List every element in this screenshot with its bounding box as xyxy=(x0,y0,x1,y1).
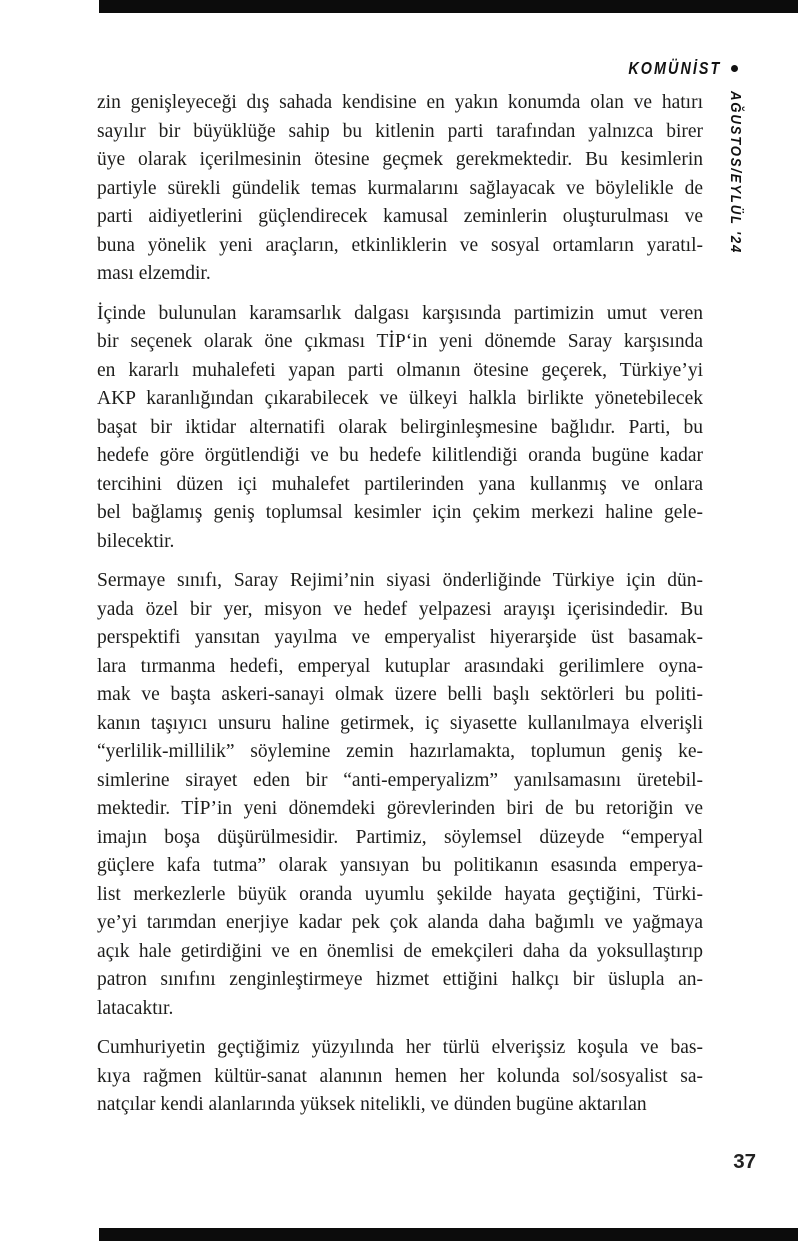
text-line: list merkezlerle büyük oranda uyumlu şekilde hayata geçtiğini, Türki- xyxy=(97,883,703,905)
text-line: en kararlı muhalefeti yapan parti olmanın ötesine geçerek, Türkiye’yi xyxy=(97,359,703,381)
text-line: lara tırmanma hedefi, emperyal kutuplar arasındaki gerilimlere oyna- xyxy=(97,655,703,677)
text-line: patron sınıfını zenginleştirmeye hizmet ettiğini halkçı bir üslupla an- xyxy=(97,969,703,990)
text-line: buna yönelik yeni araçların, etkinliklerin ve sosyal ortamların yaratıl- xyxy=(97,234,703,256)
paragraph xyxy=(97,89,703,289)
text-line: mak ve başta askeri-sanayi olmak üzere belli başlı sektörleri bu politi- xyxy=(97,684,703,705)
text-line: yada özel bir yer, misyon ve hedef yelpazesi arayışı içerisindedir. Bu xyxy=(97,598,703,620)
paragraph xyxy=(97,567,703,1023)
top-scan-edge-bar xyxy=(99,0,798,13)
text-line: sayılır bir büyüklüğe sahip bu kitlenin parti tarafından yalnızca birer xyxy=(97,120,703,142)
article-body xyxy=(97,89,703,1131)
masthead-dot-icon xyxy=(731,65,738,72)
text-line: bir seçenek olarak öne çıkması TİP‘in yeni dönemde Saray karşısında xyxy=(97,331,703,352)
bottom-scan-edge-bar xyxy=(99,1228,798,1241)
text-line: imajın boşa düşürülmesidir. Partimiz, söylemsel düzeyde “emperyal xyxy=(97,826,703,848)
text-line: perspektifi yansıtan yayılma ve emperyalist hiyerarşide üst basamak- xyxy=(97,627,703,648)
journal-title: KOMÜNİST xyxy=(628,58,721,78)
text-line: bel bağlamış geniş toplumsal kesimler için çekim merkezi haline gele- xyxy=(97,502,703,523)
page-number: 37 xyxy=(733,1150,756,1173)
text-line: bilecektir. xyxy=(97,530,175,552)
issue-date-label: AĞUSTOS/EYLÜL '24 xyxy=(727,91,744,255)
text-line: latacaktır. xyxy=(97,997,174,1019)
text-line: ye’yi tarımdan enerjiye kadar pek çok alanda daha bağımlı ve yağmaya xyxy=(97,912,703,933)
text-line: kanın taşıyıcı unsuru haline getirmek, iç siyasette kullanılmaya elverişli xyxy=(97,712,703,734)
text-line: kıya rağmen kültür-sanat alanının hemen her kolunda sol/sosyalist sa- xyxy=(97,1065,703,1087)
text-line: AKP karanlığından çıkarabilecek ve ülkeyi halkla birlikte yönetebilecek xyxy=(97,388,703,409)
text-line: başat bir iktidar alternatifi olarak belirginleşmesine bağlıdır. Parti, bu xyxy=(97,416,703,438)
text-line: hedefe göre örgütlendiği ve bu hedefe kilitlendiği oranda bugüne kadar xyxy=(97,445,703,466)
text-line: İçinde bulunulan karamsarlık dalgası karşısında partimizin umut veren xyxy=(97,302,703,324)
text-line: simlerine sirayet eden bir “anti-emperyalizm” yanılsamasını üretebil- xyxy=(97,769,703,791)
text-line: Sermaye sınıfı, Saray Rejimi’nin siyasi önderliğinde Türkiye için dün- xyxy=(97,570,703,591)
text-line: güçlere kafa tutma” olarak yansıyan bu politikanın esasında emperya- xyxy=(97,855,703,876)
text-line: üye olarak içerilmesinin ötesine geçmek gerekmektedir. Bu kesimlerin xyxy=(97,149,703,170)
text-line: “yerlilik-millilik” söylemine zemin hazırlamakta, toplumun geniş ke- xyxy=(97,741,703,762)
text-line: natçılar kendi alanlarında yüksek nitelikli, ve dünden bugüne aktarılan xyxy=(97,1094,647,1115)
masthead xyxy=(0,58,738,79)
paragraph xyxy=(97,1034,703,1120)
text-line: ması elzemdir. xyxy=(97,263,211,284)
text-line: zin genişleyeceği dış sahada kendisine en yakın konumda olan ve hatırı xyxy=(97,92,703,113)
text-line: mektedir. TİP’in yeni dönemdeki görevlerinden biri de bu retoriğin ve xyxy=(97,798,703,819)
paragraph xyxy=(97,300,703,557)
text-line: parti aidiyetlerini güçlendirecek kamusal zeminlerin oluşturulması ve xyxy=(97,206,703,227)
text-line: açık hale getirdiğini ve en önemlisi de emekçileri daha da yoksullaştırıp xyxy=(97,940,703,962)
text-line: Cumhuriyetin geçtiğimiz yüzyılında her türlü elverişsiz koşula ve bas- xyxy=(97,1037,703,1058)
text-line: tercihini düzen içi muhalefet partilerinden yana kullanmış ve onlara xyxy=(97,473,703,495)
text-line: partiyle sürekli gündelik temas kurmalarını sağlayacak ve böylelikle de xyxy=(97,177,703,199)
